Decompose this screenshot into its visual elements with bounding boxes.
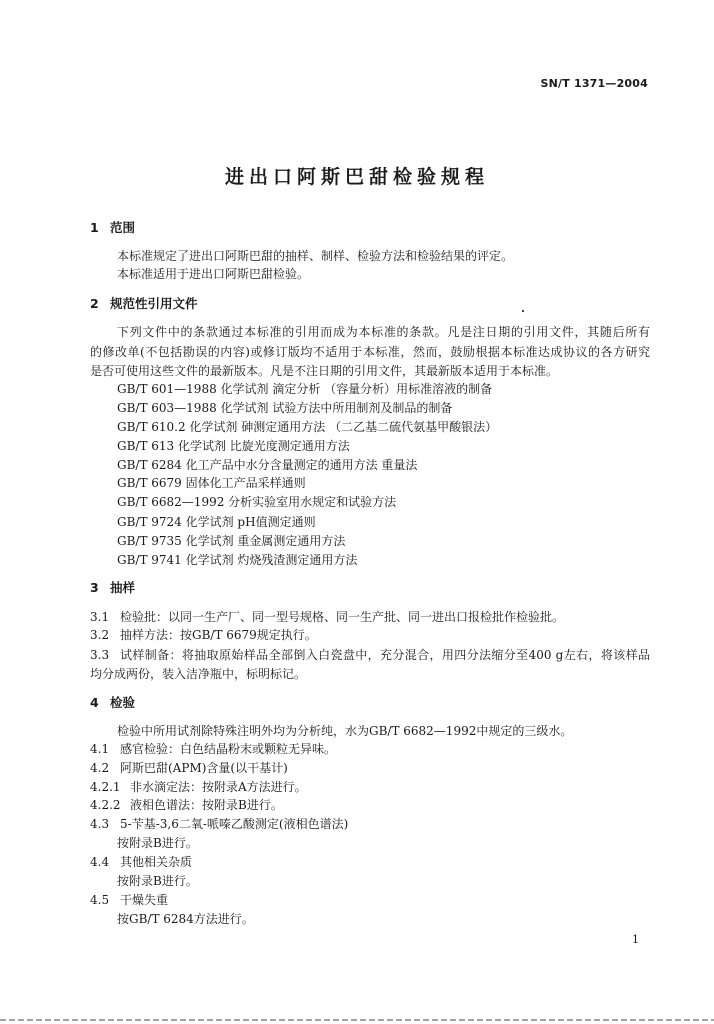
reference-item: GB/T 6682—1992 分析实验室用水规定和试验方法 [117, 495, 397, 509]
paragraph: 本标准规定了进出口阿斯巴甜的抽样、制样、检验方法和检验结果的评定。 [117, 249, 514, 263]
section-number: 1 [90, 220, 99, 235]
clause-text: 感官检验：白色结晶粉末或颗粒无异味。 [120, 742, 337, 756]
page-number: 1 [632, 933, 639, 946]
section-4-heading [90, 697, 135, 710]
clause-text: 按附录B进行。 [117, 874, 198, 888]
paragraph: 本标准适用于进出口阿斯巴甜检验。 [117, 267, 310, 281]
clause-number: 4.3 [90, 817, 110, 831]
reference-item: GB/T 613 化学试剂 比旋光度测定通用方法 [117, 439, 350, 453]
clause-text: 试样制备：将抽取原始样品全部倒入白瓷盘中，充分混合，用四分法缩分至400 g左右，将该样品 [120, 648, 650, 662]
reference-item: GB/T 610.2 化学试剂 砷测定通用方法 （二乙基二硫代氨基甲酸银法） [117, 420, 498, 434]
reference-item: GB/T 6679 固体化工产品采样通则 [117, 476, 306, 490]
clause-text: 干燥失重 [120, 893, 169, 907]
clause-text-continued: 均分成两份，装入洁净瓶中，标明标记。 [90, 667, 307, 681]
clause-text: 按GB/T 6284方法进行。 [117, 912, 254, 926]
paragraph-line: 的修改单(不包括勘误的内容)或修订版均不适用于本标准，然而，鼓励根据本标准达成协议的各方研究 [90, 345, 650, 359]
document-title: 进出口阿斯巴甜检验规程 [224, 166, 489, 188]
clause-item [90, 629, 317, 641]
bottom-edge-rule [0, 1019, 714, 1021]
section-1-heading [90, 222, 135, 235]
clause-item [90, 818, 348, 830]
section-title: 检验 [110, 695, 136, 710]
paragraph-line: 下列文件中的条款通过本标准的引用而成为本标准的条款。凡是注日期的引用文件，其随后所有 [117, 325, 650, 339]
reference-item: GB/T 9735 化学试剂 重金属测定通用方法 [117, 534, 346, 548]
standard-code: SN/T 1371—2004 [540, 77, 648, 90]
clause-number: 4.2.2 [90, 798, 121, 812]
clause-number: 3.3 [90, 648, 110, 662]
section-2-heading [90, 298, 198, 311]
reference-item: GB/T 9724 化学试剂 pH值测定通则 [117, 515, 316, 529]
reference-item: GB/T 601—1988 化学试剂 滴定分析 （容量分析）用标准溶液的制备 [117, 382, 493, 396]
clause-item [90, 781, 307, 793]
paragraph: 检验中所用试剂除特殊注明外均为分析纯，水为GB/T 6682—1992中规定的三级水。 [117, 724, 573, 738]
clause-number: 4.4 [90, 855, 110, 869]
clause-text: 5-苄基-3,6二氧-哌嗪乙酸测定(液相色谱法) [120, 817, 349, 831]
reference-item: GB/T 9741 化学试剂 灼烧残渣测定通用方法 [117, 553, 358, 567]
clause-text: 非水滴定法：按附录A方法进行。 [130, 780, 307, 794]
clause-item [90, 611, 564, 623]
section-title: 抽样 [110, 580, 136, 595]
clause-number: 4.1 [90, 742, 110, 756]
clause-number: 3.2 [90, 628, 110, 642]
clause-item [90, 799, 283, 811]
section-number: 3 [90, 580, 99, 595]
section-3-heading [90, 582, 135, 595]
clause-item [90, 894, 168, 906]
reference-item: GB/T 6284 化工产品中水分含量测定的通用方法 重量法 [117, 458, 418, 472]
clause-number: 3.1 [90, 610, 110, 624]
clause-text: 阿斯巴甜(APM)含量(以干基计) [120, 761, 288, 775]
clause-number: 4.5 [90, 893, 110, 907]
reference-item: GB/T 603—1988 化学试剂 试验方法中所用制剂及制品的制备 [117, 401, 453, 415]
section-title: 规范性引用文件 [110, 296, 198, 311]
clause-item [90, 856, 192, 868]
scan-speck [522, 310, 524, 312]
clause-text: 检验批：以同一生产厂、同一型号规格、同一生产批、同一进出口报检批作检验批。 [120, 610, 565, 624]
clause-number: 4.2 [90, 761, 110, 775]
clause-item [90, 762, 288, 774]
section-title: 范围 [110, 220, 136, 235]
clause-item [90, 743, 336, 755]
clause-text: 液相色谱法：按附录B进行。 [130, 798, 283, 812]
clause-number: 4.2.1 [90, 780, 121, 794]
clause-item [90, 649, 650, 661]
clause-text: 抽样方法：按GB/T 6679规定执行。 [120, 628, 317, 642]
clause-text: 按附录B进行。 [117, 836, 198, 850]
paragraph-line: 是否可使用这些文件的最新版本。凡是不注日期的引用文件，其最新版本适用于本标准。 [90, 364, 559, 378]
clause-text: 其他相关杂质 [120, 855, 193, 869]
section-number: 2 [90, 296, 99, 311]
section-number: 4 [90, 695, 99, 710]
